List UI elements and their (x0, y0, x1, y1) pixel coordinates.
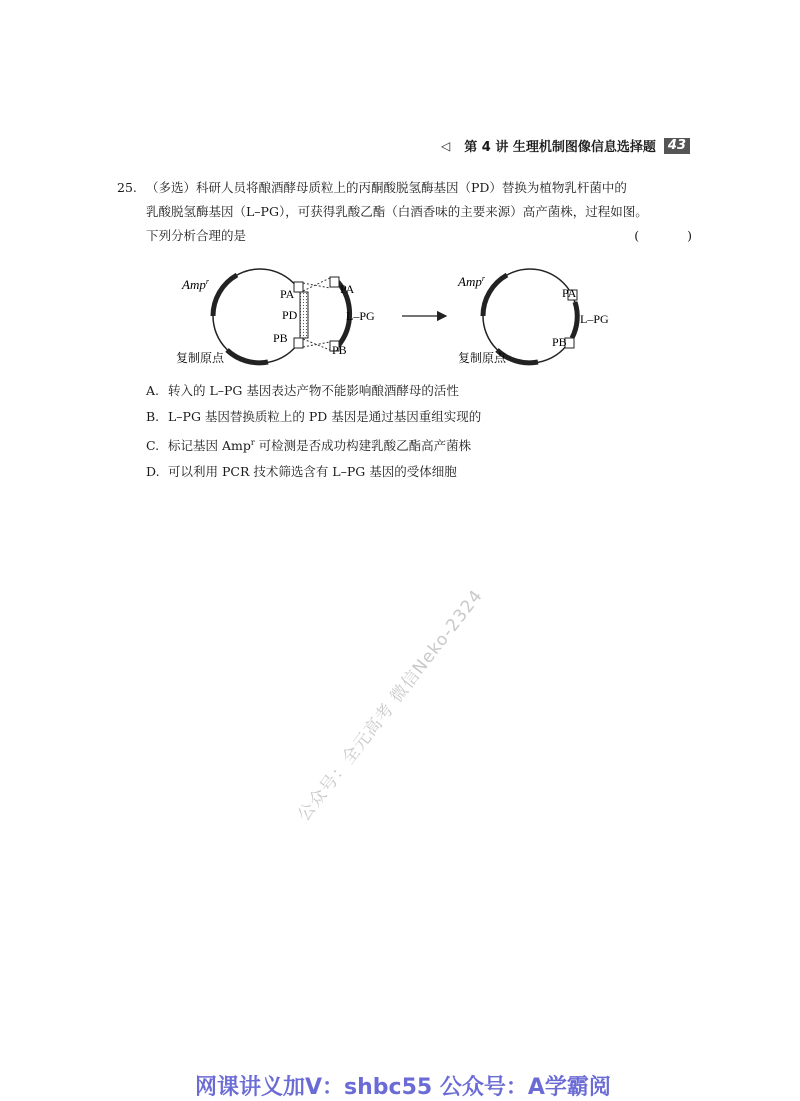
right-pa-label: PA (562, 286, 577, 300)
left-amp-label: Amp$^r$ (182, 277, 209, 292)
option-c-label: C. (146, 438, 160, 454)
option-a-label: A. (146, 383, 160, 398)
question-number: 25. (117, 180, 137, 195)
answer-blank: ( ) (634, 228, 714, 243)
option-d-label: D. (146, 464, 160, 480)
option-b-label: B. (146, 409, 160, 424)
page-number: 43 (664, 138, 690, 154)
question-stem (117, 176, 714, 248)
right-plasmid (457, 269, 609, 365)
right-pb-label: PB (552, 335, 567, 349)
option-a-text: 转入的 L–PG 基因表达产物不能影响酿酒酵母的活性 (168, 383, 459, 398)
left-pd-gene (300, 292, 308, 338)
question-line-1: （多选）科研人员将酿酒酵母质粒上的丙酮酸脱氢酶基因（PD）替换为植物乳杆菌中的 (146, 180, 627, 195)
right-lpg-gene (572, 302, 577, 338)
left-pb-inner-box (294, 338, 303, 348)
left-pb-inner-label: PB (273, 331, 288, 345)
question-line-3: 下列分析合理的是 (146, 228, 247, 243)
answer-options (146, 378, 481, 485)
option-b (146, 404, 481, 430)
left-pa-inner-label: PA (280, 287, 295, 301)
footer-banner: 网课讲义加V：shbc55 公众号：A学霸阅 (195, 1075, 611, 1100)
plasmid-diagram (170, 262, 650, 372)
right-amp-gene (483, 275, 507, 316)
option-b-text: L–PG 基因替换质粒上的 PD 基因是通过基因重组实现的 (168, 409, 482, 424)
option-a (146, 378, 481, 404)
left-origin-label: 复制原点 (176, 351, 225, 365)
left-origin-marker (227, 350, 268, 363)
left-pa-outer-label: PA (340, 282, 355, 296)
left-pb-outer-label: PB (332, 343, 347, 357)
question-line-2: 乳酸脱氢酶基因（L–PG），可获得乳酸乙酯（白酒香味的主要来源）高产菌株，过程如图。 (146, 204, 648, 219)
left-pd-label: PD (282, 308, 298, 322)
left-plasmid (176, 269, 375, 365)
option-c-superscript: r (250, 438, 255, 447)
right-lpg-label: L–PG (580, 312, 609, 326)
right-origin-label: 复制原点 (458, 351, 507, 365)
option-c-text-after: 可检测是否成功构建乳酸乙酯高产菌株 (254, 438, 472, 454)
option-d (146, 459, 481, 485)
left-pa-inner-box (294, 282, 303, 292)
page-header (441, 136, 690, 155)
triangle-icon: ◁ (441, 138, 451, 153)
option-c-text-before: 标记基因 Amp (168, 438, 251, 454)
watermark: 公众号：全元高考 微信Neko-2324 (294, 585, 488, 826)
option-d-text: 可以利用 PCR 技术筛选含有 L–PG 基因的受体细胞 (168, 464, 457, 480)
chapter-title: 第 4 讲 生理机制图像信息选择题 (464, 140, 656, 155)
left-lpg-label: L–PG (346, 309, 375, 323)
left-amp-gene (213, 275, 237, 316)
right-amp-label: Amp$^r$ (458, 274, 485, 289)
option-c (146, 430, 481, 459)
left-pa-outer-box (330, 277, 339, 287)
